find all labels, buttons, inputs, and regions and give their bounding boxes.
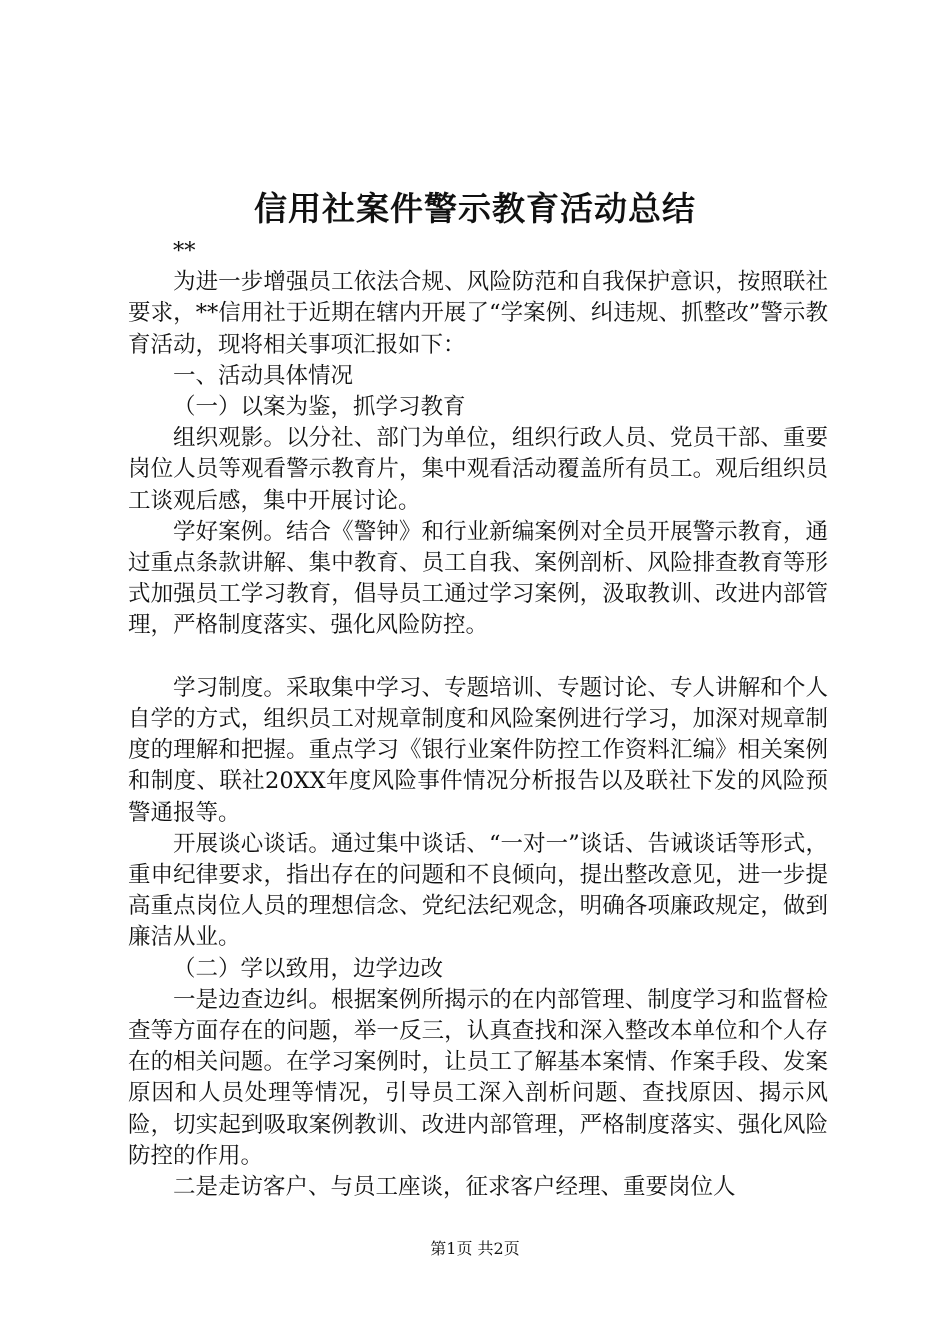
paragraph-watch-film: 组织观影。以分社、部门为单位，组织行政人员、党员干部、重要岗位人员等观看警示教育片，集中观看活动覆盖所有员工。观后组织员工谈观后感，集中开展讨论。	[128, 425, 828, 514]
document-title: 信用社案件警示教育活动总结	[254, 189, 696, 228]
document-body	[128, 236, 828, 1203]
subsection-heading-2: （二）学以致用，边学边改	[173, 955, 444, 982]
paragraph-visit-clients: 二是走访客户、与员工座谈，征求客户经理、重要岗位人	[173, 1174, 736, 1201]
paragraph-talks: 开展谈心谈话。通过集中谈话、“一对一”谈话、告诫谈话等形式，重申纪律要求，指出存在的问题和不良倾向，提出整改意见，进一步提高重点岗位人员的理想信念、党纪法纪观念，明确各项廉政规定，做到廉洁从业。	[128, 830, 828, 951]
page-footer: 第1页 共2页	[430, 1239, 520, 1258]
subsection-heading-1: （一）以案为鉴，抓学习教育	[173, 394, 466, 421]
paragraph-study-rules: 学习制度。采取集中学习、专题培训、专题讨论、专人讲解和个人自学的方式，组织员工对规章制度和风险案例进行学习，加深对规章制度的理解和把握。重点学习《银行业案件防控工作资料汇编》相关案例和制度、联社20XX年度风险事件情况分析报告以及联社下发的风险预警通报等。	[128, 674, 828, 826]
section-heading-1: 一、活动具体情况	[173, 362, 354, 389]
blank-line	[128, 642, 828, 673]
paragraph-check-correct: 一是边查边纠。根据案例所揭示的在内部管理、制度学习和监督检查等方面存在的问题，举一反三，认真查找和深入整改本单位和个人存在的相关问题。在学习案例时，让员工了解基本案情、作案手段、发案原因和人员处理等情况，引导员工深入剖析问题、查找原因、揭示风险，切实起到吸取案例教训、改进内部管理，严格制度落实、强化风险防控的作用。	[128, 986, 828, 1169]
paragraph-intro: 为进一步增强员工依法合规、风险防范和自我保护意识，按照联社要求，**信用社于近期在辖内开展了“学案例、纠违规、抓整改”警示教育活动，现将相关事项汇报如下：	[128, 269, 828, 358]
author-line: **	[173, 238, 196, 264]
paragraph-study-cases: 学好案例。结合《警钟》和行业新编案例对全员开展警示教育，通过重点条款讲解、集中教育、员工自我、案例剖析、风险排查教育等形式加强员工学习教育，倡导员工通过学习案例，汲取教训、改进内部管理，严格制度落实、强化风险防控。	[128, 518, 828, 639]
